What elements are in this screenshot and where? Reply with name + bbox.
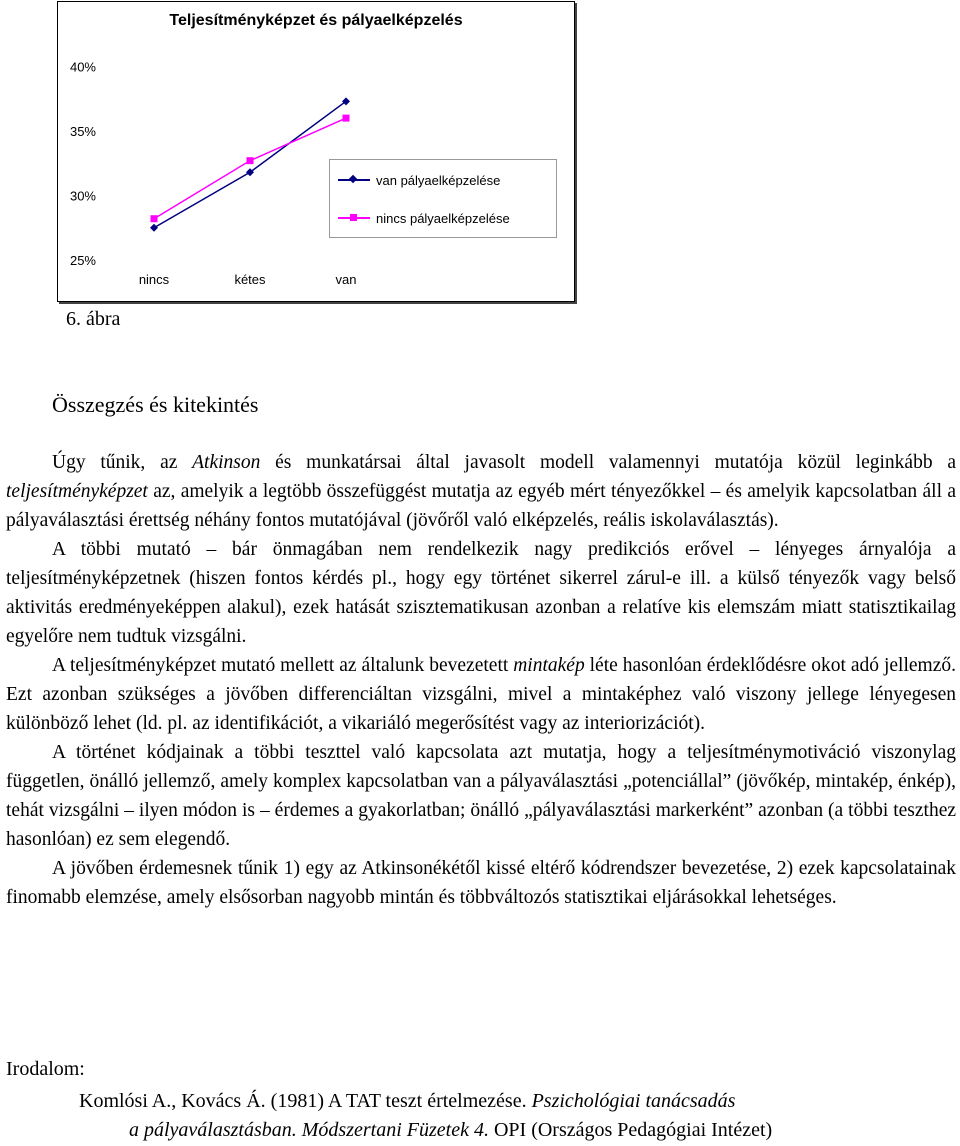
paragraph-text: A jövőben érdemesnek tűnik 1) egy az Atkinsonékétől kissé eltérő kódrendszer bevezetése, 2) ezek kapcsolatainak finomabb elemzése, amely elsősorban nagyobb mintán és többváltozós statisztikai eljárásokkal lehetséges.: [6, 858, 956, 908]
legend-item: [338, 209, 510, 227]
emphasis-text: mintakép: [513, 655, 585, 676]
x-tick-label: nincs: [138, 272, 170, 287]
y-tick-label: 30%: [69, 188, 96, 204]
legend-item: [338, 171, 500, 189]
y-tick-label: 40%: [69, 59, 96, 75]
line-chart: [57, 1, 575, 302]
paragraph-text: Úgy tűnik, az: [52, 452, 193, 473]
reference-series: a pályaválasztásban. Módszertani Füzetek 4.: [129, 1119, 489, 1141]
paragraph: [6, 738, 956, 854]
legend-swatch: [338, 211, 370, 225]
body-text: [6, 448, 956, 912]
chart-legend: [329, 159, 557, 238]
references-heading: Irodalom:: [6, 1058, 85, 1080]
paragraph: [6, 535, 956, 651]
paragraph-text: léte hasonlóan érdeklődésre okot adó jellemző. Ezt azonban szükséges a jövőben differenciáltan vizsgálni, mivel a mintaképhez való viszony jellege lényegesen különböző lehet (ld. pl. az identifikációt, a vikariáló megerősítést vagy az interiorizációt).: [6, 655, 956, 734]
y-tick-label: 35%: [69, 124, 96, 139]
reference-publisher: OPI (Országos Pedagógiai Intézet): [488, 1119, 773, 1141]
chart-title: Teljesítményképzet és pályaelképzelés: [169, 12, 463, 29]
paragraph-text: és munkatársai által javasolt modell valamennyi mutatója közül leginkább a: [260, 452, 956, 473]
paragraph: [6, 651, 956, 738]
emphasis-text: teljesítményképzet: [6, 481, 148, 502]
chart-plot: [58, 2, 574, 301]
x-tick-label: kétes: [234, 272, 266, 287]
reference-book-title: Pszichológiai tanácsadás: [531, 1090, 736, 1112]
data-point: [343, 115, 350, 122]
paragraph-text: az, amelyik a legtöbb összefüggést mutatja az egyéb mért tényezőkkel – és amelyik kapcsolatban áll a pályaválasztási érettség néhány fontos mutatójával (jövőről való elképzelés, reális iskolaválasztás).: [6, 481, 956, 531]
data-point: [247, 157, 254, 164]
y-tick-label: 25%: [69, 253, 96, 268]
paragraph-text: A többi mutató – bár önmagában nem rendelkezik nagy predikciós erővel – lényeges árnyalója a teljesítményképzetnek (hiszen fontos kérdés pl., hogy egy történet sikerrel zárul-e ill. a külső tényezők vagy belső aktivitás eredményeképpen alakul), ezek hatását szisztematikusan azonban a relatíve kis elemszám miatt statisztikailag egyelőre nem tudtuk vizsgálni.: [6, 539, 956, 647]
paragraph-text: A teljesítményképzet mutató mellett az általunk bevezetett: [52, 655, 514, 676]
series-line: [154, 101, 346, 227]
paragraph-text: A történet kódjainak a többi teszttel való kapcsolata azt mutatja, hogy a teljesítménymotiváció viszonylag független, önálló jellemző, amely komplex kapcsolatban van a pályaválasztási „potenciállal” (jövőkép, mintakép, énkép), tehát vizsgálni – ilyen módon is – érdemes a gyakorlatban; önálló „pályaválasztási markerként” azonban (a többi teszthez hasonlóan) ez sem elegendő.: [6, 742, 956, 850]
legend-label: van pályaelképzelése: [376, 172, 501, 188]
reference-authors-title: Komlósi A., Kovács Á. (1981) A TAT teszt értelmezése.: [79, 1090, 532, 1112]
figure-caption: 6. ábra: [66, 308, 121, 330]
emphasis-text: Atkinson: [192, 452, 261, 473]
reference-entry: [79, 1087, 949, 1145]
data-point: [151, 215, 158, 222]
section-title: Összegzés és kitekintés: [52, 392, 259, 417]
paragraph: [6, 854, 956, 912]
x-tick-label: van: [335, 272, 357, 287]
legend-swatch: [338, 173, 370, 187]
data-point: [150, 224, 158, 232]
legend-label: nincs pályaelképzelése: [376, 210, 510, 226]
paragraph: [6, 448, 956, 535]
